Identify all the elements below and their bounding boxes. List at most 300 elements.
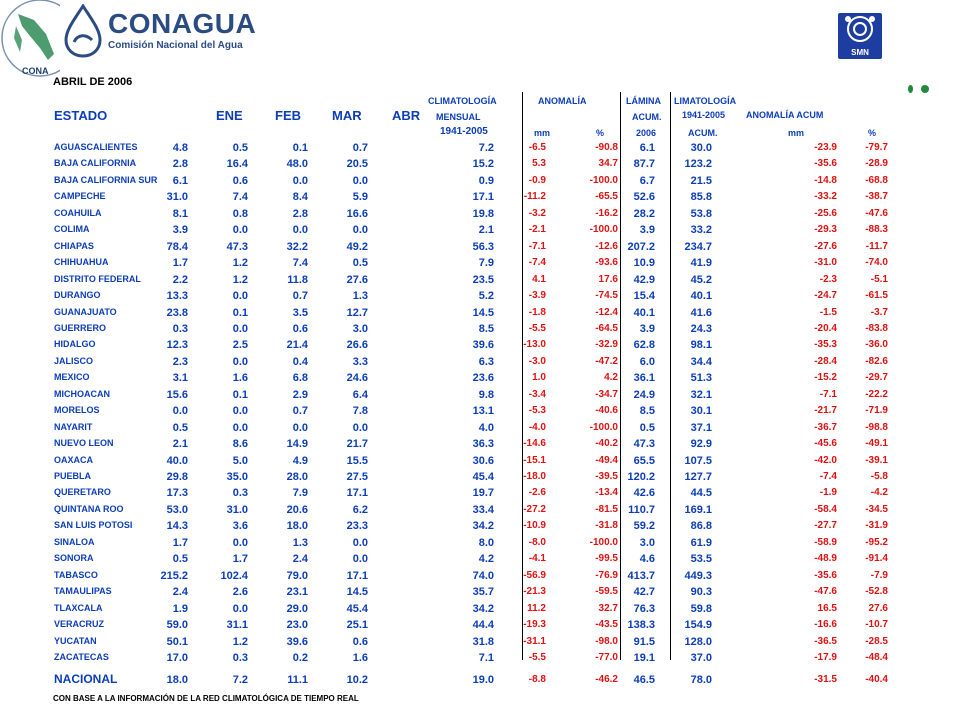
precipitation-table bbox=[48, 92, 898, 687]
table-cell: 37.0 bbox=[690, 651, 712, 664]
table-cell: 3.9 bbox=[172, 224, 188, 237]
table-cell: 21.4 bbox=[286, 339, 308, 352]
header-lamina-acum: ACUM. bbox=[632, 112, 662, 122]
table-cell: -3.7 bbox=[870, 306, 888, 318]
header-ene: ENE bbox=[216, 108, 243, 123]
table-cell: 15.5 bbox=[346, 454, 368, 467]
table-cell: 0.7 bbox=[292, 405, 308, 418]
table-cell: -3.2 bbox=[528, 207, 546, 219]
table-cell: 234.7 bbox=[684, 240, 712, 253]
table-cell: 6.1 bbox=[172, 174, 188, 187]
table-cell: -83.8 bbox=[865, 322, 888, 334]
state-name: BAJA CALIFORNIA bbox=[54, 158, 137, 169]
table-row bbox=[48, 257, 898, 273]
header-anom-pct: % bbox=[596, 128, 605, 138]
table-cell: -2.3 bbox=[819, 273, 837, 285]
state-name: VERACRUZ bbox=[54, 619, 105, 630]
table-cell: 31.1 bbox=[226, 619, 248, 632]
table-cell: 0.5 bbox=[172, 553, 188, 566]
table-cell: 27.5 bbox=[346, 471, 368, 483]
table-cell: 78.0 bbox=[690, 674, 712, 687]
table-cell: -47.6 bbox=[814, 586, 837, 598]
header-aacum-pct: % bbox=[868, 128, 877, 138]
table-cell: 120.2 bbox=[627, 471, 655, 483]
table-cell: -47.6 bbox=[865, 207, 888, 219]
table-cell: 32.2 bbox=[286, 240, 308, 253]
table-cell: 17.1 bbox=[472, 191, 494, 204]
table-cell: 14.5 bbox=[472, 306, 494, 319]
table-cell: -31.5 bbox=[814, 674, 837, 686]
table-cell: 8.4 bbox=[292, 191, 308, 204]
table-cell: 23.6 bbox=[472, 372, 494, 385]
table-cell: 9.8 bbox=[478, 388, 494, 401]
table-cell: 65.5 bbox=[633, 454, 655, 467]
table-cell: -39.5 bbox=[595, 471, 618, 482]
table-cell: 42.9 bbox=[633, 273, 655, 286]
table-cell: 2.8 bbox=[292, 207, 308, 220]
table-cell: 1.0 bbox=[532, 372, 546, 384]
table-cell: 0.0 bbox=[292, 421, 308, 434]
table-cell: 1.2 bbox=[232, 635, 248, 648]
table-cell: -98.8 bbox=[865, 421, 888, 433]
state-name: SONORA bbox=[54, 553, 94, 564]
table-cell: 3.1 bbox=[172, 372, 188, 385]
table-cell: 30.6 bbox=[472, 454, 494, 467]
table-cell: -7.4 bbox=[528, 257, 546, 269]
table-cell: 20.5 bbox=[346, 158, 368, 171]
table-cell: 12.7 bbox=[346, 306, 368, 319]
table-cell: 14.9 bbox=[286, 438, 308, 451]
table-cell: 10.2 bbox=[346, 674, 368, 687]
table-cell: -17.9 bbox=[814, 651, 837, 663]
table-cell: 2.8 bbox=[172, 158, 188, 171]
table-cell: 0.7 bbox=[292, 290, 308, 303]
state-name: JALISCO bbox=[54, 355, 94, 366]
table-row bbox=[48, 224, 898, 240]
table-cell: -14.6 bbox=[523, 438, 546, 450]
table-cell: 19.7 bbox=[472, 487, 494, 500]
state-name: TLAXCALA bbox=[54, 602, 103, 613]
table-cell: -7.9 bbox=[870, 569, 888, 581]
table-cell: 2.1 bbox=[172, 438, 188, 451]
table-cell: -13.0 bbox=[523, 339, 546, 351]
table-cell: 53.8 bbox=[690, 207, 712, 220]
table-cell: -12.6 bbox=[595, 240, 618, 252]
table-row bbox=[48, 438, 898, 454]
table-cell: 6.2 bbox=[352, 503, 368, 516]
header-aacum-mm: mm bbox=[788, 128, 805, 138]
table-cell: 0.3 bbox=[232, 487, 248, 500]
table-cell: -39.1 bbox=[865, 454, 888, 466]
table-cell: 19.1 bbox=[633, 651, 655, 664]
table-cell: 4.2 bbox=[478, 553, 494, 566]
table-cell: 7.9 bbox=[478, 257, 494, 270]
state-name: TABASCO bbox=[54, 569, 98, 580]
table-cell: -79.7 bbox=[865, 142, 888, 153]
table-cell: 3.6 bbox=[232, 520, 248, 533]
table-cell: 53.5 bbox=[690, 553, 712, 566]
table-cell: -64.5 bbox=[595, 322, 618, 334]
table-cell: 0.0 bbox=[172, 405, 188, 418]
table-cell: -4.0 bbox=[528, 421, 546, 433]
header-lclim-period: 1941-2005 bbox=[682, 110, 726, 120]
table-cell: 92.9 bbox=[690, 438, 712, 451]
table-cell: 3.5 bbox=[292, 306, 308, 319]
table-cell: -28.5 bbox=[865, 635, 888, 647]
state-name: DURANGO bbox=[54, 290, 101, 301]
table-cell: 13.3 bbox=[166, 290, 188, 303]
table-cell: 21.5 bbox=[690, 174, 712, 187]
table-cell: 42.7 bbox=[633, 586, 655, 599]
table-cell: 0.9 bbox=[478, 174, 494, 187]
table-cell: -48.9 bbox=[814, 553, 837, 565]
table-cell: 0.0 bbox=[232, 421, 248, 434]
state-name: PUEBLA bbox=[54, 471, 92, 481]
table-cell: -49.4 bbox=[595, 454, 618, 466]
table-cell: 6.1 bbox=[639, 142, 655, 154]
table-cell: 1.6 bbox=[232, 372, 248, 385]
table-cell: 4.8 bbox=[172, 142, 188, 154]
table-cell: 79.0 bbox=[286, 569, 308, 582]
table-cell: 18.0 bbox=[286, 520, 308, 533]
state-name: GUANAJUATO bbox=[54, 306, 117, 317]
table-cell: 14.3 bbox=[166, 520, 188, 533]
smn-emblem-icon bbox=[838, 13, 882, 47]
header-mensual: MENSUAL bbox=[436, 112, 481, 122]
state-name: COAHUILA bbox=[54, 207, 102, 218]
table-cell: 0.7 bbox=[352, 142, 368, 154]
table-cell: -22.2 bbox=[865, 388, 888, 400]
table-cell: -5.5 bbox=[528, 322, 546, 334]
table-cell: -29.3 bbox=[814, 224, 837, 236]
table-cell: 47.3 bbox=[226, 240, 248, 253]
table-cell: -20.4 bbox=[814, 322, 837, 334]
table-cell: -38.7 bbox=[865, 191, 888, 203]
header-limatologia: LIMATOLOGÍA bbox=[674, 96, 737, 106]
table-cell: 27.6 bbox=[346, 273, 368, 286]
table-cell: -56.9 bbox=[523, 569, 546, 581]
table-cell: 0.0 bbox=[292, 174, 308, 187]
table-cell: 0.1 bbox=[232, 306, 248, 319]
table-cell: 0.6 bbox=[292, 322, 308, 335]
table-cell: -77.0 bbox=[595, 651, 618, 663]
table-cell: -40.2 bbox=[595, 438, 618, 450]
table-cell: 59.8 bbox=[690, 602, 712, 615]
table-row bbox=[48, 553, 898, 569]
table-cell: -21.3 bbox=[523, 586, 546, 598]
table-cell: 98.1 bbox=[690, 339, 712, 352]
table-cell: -5.5 bbox=[528, 651, 546, 663]
state-name: BAJA CALIFORNIA SUR bbox=[54, 174, 158, 185]
table-cell: 39.6 bbox=[472, 339, 494, 352]
table-cell: -4.2 bbox=[870, 487, 888, 499]
table-cell: 2.2 bbox=[172, 273, 188, 286]
table-cell: 34.2 bbox=[472, 520, 494, 533]
table-cell: 35.7 bbox=[472, 586, 494, 599]
table-cell: 110.7 bbox=[628, 503, 655, 516]
state-name: YUCATAN bbox=[54, 635, 97, 646]
table-cell: 74.0 bbox=[472, 569, 494, 582]
table-cell: -40.6 bbox=[595, 405, 618, 417]
table-row bbox=[48, 208, 898, 224]
table-cell: 127.7 bbox=[684, 471, 712, 483]
table-cell: -15.1 bbox=[523, 454, 546, 466]
smn-logo bbox=[838, 13, 882, 59]
table-cell: -34.7 bbox=[595, 388, 618, 400]
table-cell: 31.0 bbox=[166, 191, 188, 204]
header-mar: MAR bbox=[332, 108, 362, 123]
table-cell: -52.8 bbox=[865, 586, 888, 598]
state-name: DISTRITO FEDERAL bbox=[54, 273, 141, 284]
table-cell: 19.8 bbox=[472, 207, 494, 220]
table-cell: -3.0 bbox=[528, 355, 546, 367]
table-cell: -18.0 bbox=[523, 471, 546, 482]
table-cell: -5.3 bbox=[528, 405, 546, 417]
table-row bbox=[48, 274, 898, 290]
table-cell: 0.0 bbox=[352, 174, 368, 187]
national-row bbox=[48, 674, 898, 690]
table-cell: -16.6 bbox=[814, 619, 837, 631]
table-cell: 0.0 bbox=[352, 421, 368, 434]
table-cell: -46.2 bbox=[595, 674, 618, 686]
state-name: COLIMA bbox=[54, 224, 90, 235]
state-name: MORELOS bbox=[54, 405, 100, 416]
table-cell: 17.0 bbox=[166, 651, 188, 664]
table-cell: 1.7 bbox=[172, 536, 188, 549]
table-cell: 31.0 bbox=[226, 503, 248, 516]
table-cell: 24.6 bbox=[346, 372, 368, 385]
table-cell: -10.9 bbox=[523, 520, 546, 532]
table-row bbox=[48, 455, 898, 471]
table-cell: -5.1 bbox=[870, 273, 888, 285]
table-cell: 45.2 bbox=[690, 273, 712, 286]
table-cell: 33.2 bbox=[690, 224, 712, 237]
table-row bbox=[48, 175, 898, 191]
table-cell: -5.8 bbox=[870, 471, 888, 482]
table-row bbox=[48, 405, 898, 421]
table-cell: 4.1 bbox=[532, 273, 546, 285]
header-clim-period: 1941-2005 bbox=[440, 126, 488, 137]
table-cell: -31.9 bbox=[865, 520, 888, 532]
table-cell: 6.8 bbox=[292, 372, 308, 385]
table-cell: 3.0 bbox=[352, 322, 368, 335]
table-cell: 16.5 bbox=[817, 602, 837, 614]
table-cell: 16.4 bbox=[226, 158, 248, 171]
table-cell: 5.3 bbox=[532, 158, 546, 170]
table-cell: -71.9 bbox=[865, 405, 888, 417]
header-lamina-year: 2006 bbox=[636, 128, 657, 138]
table-row bbox=[48, 422, 898, 438]
table-cell: -99.5 bbox=[595, 553, 618, 565]
table-cell: 44.5 bbox=[690, 487, 712, 500]
table-cell: -27.7 bbox=[814, 520, 837, 532]
table-cell: -29.7 bbox=[865, 372, 888, 384]
page-header bbox=[0, 0, 960, 90]
table-cell: -11.2 bbox=[523, 191, 546, 203]
brand-subtitle: Comisión Nacional del Agua bbox=[108, 40, 243, 51]
state-name: CHIHUAHUA bbox=[54, 257, 109, 268]
table-cell: -4.1 bbox=[528, 553, 546, 565]
table-cell: 48.0 bbox=[286, 158, 308, 171]
state-name: SAN LUIS POTOSI bbox=[54, 520, 133, 531]
table-cell: 0.3 bbox=[232, 651, 248, 664]
state-name: NAYARIT bbox=[54, 421, 93, 432]
table-cell: -74.5 bbox=[595, 290, 618, 302]
table-cell: 52.6 bbox=[633, 191, 655, 204]
table-cell: -61.5 bbox=[865, 290, 888, 302]
table-cell: -100.0 bbox=[589, 224, 618, 236]
table-cell: 0.6 bbox=[232, 174, 248, 187]
smn-label: SMN bbox=[851, 48, 869, 57]
table-cell: 4.2 bbox=[604, 372, 618, 384]
table-row bbox=[48, 307, 898, 323]
table-cell: 7.2 bbox=[478, 142, 494, 154]
state-name: ZACATECAS bbox=[54, 651, 109, 662]
table-cell: 0.5 bbox=[639, 421, 655, 434]
state-name: QUINTANA ROO bbox=[54, 503, 124, 514]
table-cell: 15.2 bbox=[472, 158, 494, 171]
table-cell: 169.1 bbox=[684, 503, 712, 516]
table-cell: -31.8 bbox=[595, 520, 618, 532]
table-row bbox=[48, 570, 898, 586]
state-name: CHIAPAS bbox=[54, 240, 94, 251]
table-cell: 23.5 bbox=[472, 273, 494, 286]
table-cell: 1.9 bbox=[172, 602, 188, 615]
table-cell: -49.1 bbox=[865, 438, 888, 450]
table-cell: 2.4 bbox=[172, 586, 188, 599]
table-cell: 1.3 bbox=[352, 290, 368, 303]
table-cell: 27.6 bbox=[868, 602, 888, 614]
dot-icon bbox=[921, 85, 929, 93]
table-cell: 0.0 bbox=[232, 322, 248, 335]
dot-icon bbox=[908, 85, 913, 93]
table-cell: -3.4 bbox=[528, 388, 546, 400]
table-cell: 0.5 bbox=[172, 421, 188, 434]
table-cell: 1.7 bbox=[232, 553, 248, 566]
header-anomalia-acum: ANOMALÍA ACUM bbox=[746, 110, 824, 120]
table-cell: -58.4 bbox=[814, 503, 837, 515]
table-cell: 0.0 bbox=[232, 290, 248, 303]
brand-title: CONAGUA bbox=[108, 8, 257, 39]
state-name: SINALOA bbox=[54, 536, 95, 547]
table-cell: 0.0 bbox=[232, 405, 248, 418]
table-cell: 4.6 bbox=[639, 553, 655, 566]
table-cell: 24.3 bbox=[690, 322, 712, 335]
state-name: OAXACA bbox=[54, 454, 94, 465]
table-cell: 78.4 bbox=[166, 240, 188, 253]
table-cell: -1.5 bbox=[819, 306, 837, 318]
table-cell: -1.9 bbox=[819, 487, 837, 499]
table-cell: 0.4 bbox=[292, 355, 308, 368]
table-cell: 32.1 bbox=[690, 388, 712, 401]
table-cell: -76.9 bbox=[595, 569, 618, 581]
table-cell: 41.6 bbox=[690, 306, 712, 319]
table-cell: 6.7 bbox=[639, 174, 655, 187]
table-cell: 45.4 bbox=[472, 471, 494, 483]
table-cell: 1.2 bbox=[232, 257, 248, 270]
table-row bbox=[48, 471, 898, 487]
state-name: MICHOACAN bbox=[54, 388, 110, 399]
table-cell: 34.7 bbox=[598, 158, 618, 170]
table-cell: 39.6 bbox=[286, 635, 308, 648]
state-name: TAMAULIPAS bbox=[54, 586, 112, 597]
table-row bbox=[48, 158, 898, 174]
table-cell: 16.6 bbox=[346, 207, 368, 220]
table-cell: 19.0 bbox=[472, 674, 494, 687]
table-cell: 14.5 bbox=[346, 586, 368, 599]
table-cell: -88.3 bbox=[865, 224, 888, 236]
table-cell: -13.4 bbox=[595, 487, 618, 499]
table-cell: 1.7 bbox=[172, 257, 188, 270]
table-cell: 7.4 bbox=[232, 191, 248, 204]
table-cell: 30.0 bbox=[690, 142, 712, 154]
document-title: ABRIL DE 2006 bbox=[53, 76, 133, 88]
table-cell: -14.8 bbox=[814, 174, 837, 186]
table-cell: 0.0 bbox=[352, 224, 368, 237]
table-cell: -21.7 bbox=[814, 405, 837, 417]
table-cell: -45.6 bbox=[814, 438, 837, 450]
table-row bbox=[48, 603, 898, 619]
table-cell: 2.1 bbox=[478, 224, 494, 237]
table-cell: -35.6 bbox=[814, 158, 837, 170]
table-cell: 3.3 bbox=[352, 355, 368, 368]
table-cell: 102.4 bbox=[220, 569, 248, 582]
table-cell: -0.9 bbox=[528, 174, 546, 186]
table-cell: -6.5 bbox=[528, 142, 546, 153]
table-cell: 6.0 bbox=[639, 355, 655, 368]
table-cell: -11.7 bbox=[865, 240, 888, 252]
state-name: MEXICO bbox=[54, 372, 90, 383]
table-cell: -33.2 bbox=[814, 191, 837, 203]
table-cell: -100.0 bbox=[589, 536, 618, 548]
table-cell: 23.1 bbox=[286, 586, 308, 599]
table-cell: 5.0 bbox=[232, 454, 248, 467]
table-cell: 7.4 bbox=[292, 257, 308, 270]
table-cell: 11.8 bbox=[287, 273, 308, 286]
footer-note: CON BASE A LA INFORMACIÓN DE LA RED CLIMATOLÓGICA DE TIEMPO REAL bbox=[53, 694, 359, 703]
table-cell: 7.2 bbox=[232, 674, 248, 687]
table-cell: 53.0 bbox=[166, 503, 188, 516]
table-cell: 28.0 bbox=[286, 471, 308, 483]
table-cell: 24.9 bbox=[633, 388, 655, 401]
table-cell: 1.6 bbox=[352, 651, 368, 664]
state-name: GUERRERO bbox=[54, 322, 107, 333]
table-cell: -58.9 bbox=[814, 536, 837, 548]
table-cell: 154.9 bbox=[684, 619, 712, 632]
table-cell: 215.2 bbox=[160, 569, 188, 582]
table-cell: 2.5 bbox=[232, 339, 248, 352]
table-cell: -28.4 bbox=[814, 355, 837, 367]
table-cell: 17.1 bbox=[346, 487, 368, 500]
table-row bbox=[48, 652, 898, 668]
table-cell: -15.2 bbox=[814, 372, 837, 384]
table-cell: -35.6 bbox=[814, 569, 837, 581]
table-cell: -100.0 bbox=[589, 421, 618, 433]
table-cell: 0.0 bbox=[292, 224, 308, 237]
table-row bbox=[48, 389, 898, 405]
table-cell: 23.3 bbox=[346, 520, 368, 533]
table-cell: -31.1 bbox=[523, 635, 546, 647]
table-cell: -48.4 bbox=[865, 651, 888, 663]
table-cell: 17.3 bbox=[166, 487, 188, 500]
table-cell: 1.3 bbox=[292, 536, 308, 549]
table-cell: -100.0 bbox=[589, 174, 618, 186]
table-cell: 6.4 bbox=[352, 388, 368, 401]
table-cell: 413.7 bbox=[627, 569, 655, 582]
table-cell: 21.7 bbox=[346, 438, 368, 451]
table-cell: 0.1 bbox=[292, 142, 308, 154]
table-cell: -3.9 bbox=[528, 290, 546, 302]
